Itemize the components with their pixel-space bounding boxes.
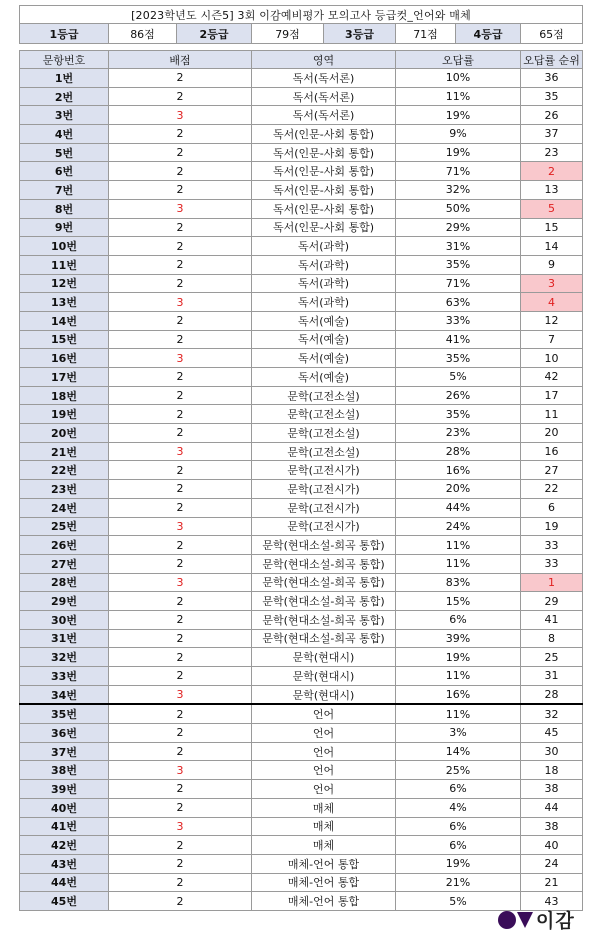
- area: 문학(고전시가): [252, 461, 396, 480]
- area: 언어: [252, 742, 396, 761]
- points: 3: [109, 817, 252, 836]
- points: 3: [109, 199, 252, 218]
- error-rank: 21: [521, 873, 583, 892]
- area: 독서(인문-사회 통합): [252, 162, 396, 181]
- error-rank: 28: [521, 685, 583, 704]
- question-number: 26번: [20, 536, 109, 555]
- error-rate: 28%: [396, 442, 521, 461]
- question-number: 29번: [20, 592, 109, 611]
- error-rank: 27: [521, 461, 583, 480]
- header-question-number: 문항번호: [20, 51, 109, 69]
- logo-icon: [498, 910, 532, 930]
- points: 2: [109, 237, 252, 256]
- table-row: [20, 742, 583, 761]
- area: 독서(과학): [252, 237, 396, 256]
- area: 문학(현대시): [252, 685, 396, 704]
- error-rate: 50%: [396, 199, 521, 218]
- area: 문학(고전소설): [252, 424, 396, 443]
- area: 독서(과학): [252, 293, 396, 312]
- question-number: 3번: [20, 106, 109, 125]
- error-rate: 39%: [396, 629, 521, 648]
- error-rank: 44: [521, 798, 583, 817]
- area: 문학(현대소설-희곡 통합): [252, 592, 396, 611]
- points: 3: [109, 106, 252, 125]
- question-number: 5번: [20, 143, 109, 162]
- table-row: [20, 218, 583, 237]
- area: 문학(현대시): [252, 667, 396, 686]
- error-rate: 5%: [396, 368, 521, 387]
- points: 2: [109, 480, 252, 499]
- question-number: 30번: [20, 610, 109, 629]
- area: 독서(예술): [252, 330, 396, 349]
- question-number: 11번: [20, 255, 109, 274]
- area: 독서(인문-사회 통합): [252, 181, 396, 200]
- error-rank: 38: [521, 780, 583, 799]
- grade-score: 65점: [521, 24, 583, 44]
- points: 2: [109, 724, 252, 743]
- error-rate: 4%: [396, 798, 521, 817]
- error-rate: 32%: [396, 181, 521, 200]
- question-number: 17번: [20, 368, 109, 387]
- area: 독서(인문-사회 통합): [252, 218, 396, 237]
- table-title: [2023학년도 시즌5] 3회 이감예비평가 모의고사 등급컷_언어와 매체: [20, 6, 583, 24]
- table-row: [20, 424, 583, 443]
- error-rank: 36: [521, 69, 583, 88]
- table-row: [20, 554, 583, 573]
- question-number: 15번: [20, 330, 109, 349]
- error-rank: 37: [521, 125, 583, 144]
- error-rate: 71%: [396, 274, 521, 293]
- error-rank: 15: [521, 218, 583, 237]
- question-number: 8번: [20, 199, 109, 218]
- error-rate: 24%: [396, 517, 521, 536]
- error-rank: 25: [521, 648, 583, 667]
- table-row: [20, 854, 583, 873]
- table-row: [20, 780, 583, 799]
- points: 2: [109, 780, 252, 799]
- points: 2: [109, 610, 252, 629]
- points: 2: [109, 424, 252, 443]
- spacer: [20, 44, 583, 51]
- error-rank: 18: [521, 761, 583, 780]
- table-row: [20, 125, 583, 144]
- points: 2: [109, 368, 252, 387]
- error-rank: 14: [521, 237, 583, 256]
- grade-label: 3등급: [324, 24, 396, 44]
- points: 2: [109, 311, 252, 330]
- question-number: 34번: [20, 685, 109, 704]
- table-row: [20, 349, 583, 368]
- error-rate: 15%: [396, 592, 521, 611]
- points: 2: [109, 629, 252, 648]
- error-rate: 25%: [396, 761, 521, 780]
- area: 독서(인문-사회 통합): [252, 143, 396, 162]
- area: 문학(현대소설-희곡 통합): [252, 610, 396, 629]
- error-rate: 16%: [396, 685, 521, 704]
- area: 독서(예술): [252, 311, 396, 330]
- area: 독서(독서론): [252, 106, 396, 125]
- error-rate: 35%: [396, 405, 521, 424]
- area: 언어: [252, 704, 396, 723]
- error-rate: 3%: [396, 724, 521, 743]
- points: 2: [109, 854, 252, 873]
- points: 2: [109, 873, 252, 892]
- points: 2: [109, 554, 252, 573]
- error-rate: 6%: [396, 610, 521, 629]
- error-rank: 1: [521, 573, 583, 592]
- question-number: 35번: [20, 704, 109, 723]
- question-number: 38번: [20, 761, 109, 780]
- error-rank: 33: [521, 554, 583, 573]
- question-number: 12번: [20, 274, 109, 293]
- table-row: [20, 106, 583, 125]
- question-number: 42번: [20, 836, 109, 855]
- question-number: 43번: [20, 854, 109, 873]
- header-points: 배점: [109, 51, 252, 69]
- points: 2: [109, 892, 252, 911]
- area: 매체-언어 통합: [252, 892, 396, 911]
- table-row: [20, 667, 583, 686]
- header-error-rate: 오답률: [396, 51, 521, 69]
- question-number: 41번: [20, 817, 109, 836]
- points: 2: [109, 461, 252, 480]
- area: 문학(고전소설): [252, 442, 396, 461]
- question-number: 22번: [20, 461, 109, 480]
- question-number: 14번: [20, 311, 109, 330]
- question-number: 1번: [20, 69, 109, 88]
- error-rank: 41: [521, 610, 583, 629]
- area: 매체: [252, 798, 396, 817]
- points: 3: [109, 442, 252, 461]
- table-row: [20, 817, 583, 836]
- error-rate: 19%: [396, 143, 521, 162]
- error-rank: 12: [521, 311, 583, 330]
- question-number: 16번: [20, 349, 109, 368]
- area: 매체-언어 통합: [252, 873, 396, 892]
- header-error-rank: 오답률 순위: [521, 51, 583, 69]
- error-rate: 19%: [396, 854, 521, 873]
- points: 2: [109, 218, 252, 237]
- error-rate: 35%: [396, 349, 521, 368]
- error-rate: 83%: [396, 573, 521, 592]
- points: 2: [109, 330, 252, 349]
- points: 3: [109, 349, 252, 368]
- error-rate: 20%: [396, 480, 521, 499]
- question-number: 33번: [20, 667, 109, 686]
- error-rate: 19%: [396, 648, 521, 667]
- logo-text: 이감: [536, 910, 575, 932]
- points: 2: [109, 704, 252, 723]
- error-rank: 26: [521, 106, 583, 125]
- question-number: 40번: [20, 798, 109, 817]
- points: 2: [109, 87, 252, 106]
- points: 2: [109, 405, 252, 424]
- table-row: [20, 87, 583, 106]
- error-rank: 4: [521, 293, 583, 312]
- error-rate: 16%: [396, 461, 521, 480]
- question-number: 23번: [20, 480, 109, 499]
- area: 독서(예술): [252, 368, 396, 387]
- area: 문학(고전소설): [252, 386, 396, 405]
- question-number: 44번: [20, 873, 109, 892]
- error-rank: 30: [521, 742, 583, 761]
- area: 문학(고전소설): [252, 405, 396, 424]
- error-rank: 19: [521, 517, 583, 536]
- area: 언어: [252, 780, 396, 799]
- error-rank: 13: [521, 181, 583, 200]
- grade-label: 2등급: [177, 24, 252, 44]
- error-rank: 32: [521, 704, 583, 723]
- points: 2: [109, 69, 252, 88]
- question-number: 9번: [20, 218, 109, 237]
- area: 언어: [252, 724, 396, 743]
- table-row: [20, 143, 583, 162]
- question-number: 32번: [20, 648, 109, 667]
- table-row: [20, 610, 583, 629]
- error-rank: 6: [521, 498, 583, 517]
- points: 2: [109, 648, 252, 667]
- error-rank: 9: [521, 255, 583, 274]
- error-rate: 33%: [396, 311, 521, 330]
- error-rate: 11%: [396, 87, 521, 106]
- igam-logo: [498, 906, 575, 933]
- error-rate: 14%: [396, 742, 521, 761]
- question-number: 10번: [20, 237, 109, 256]
- points: 2: [109, 498, 252, 517]
- error-rank: 40: [521, 836, 583, 855]
- error-rank: 5: [521, 199, 583, 218]
- table-row: [20, 498, 583, 517]
- question-number: 2번: [20, 87, 109, 106]
- points: 3: [109, 293, 252, 312]
- question-number: 27번: [20, 554, 109, 573]
- points: 2: [109, 255, 252, 274]
- table-row: [20, 442, 583, 461]
- area: 문학(현대소설-희곡 통합): [252, 573, 396, 592]
- question-number: 18번: [20, 386, 109, 405]
- error-rate: 6%: [396, 836, 521, 855]
- area: 매체: [252, 817, 396, 836]
- table-row: [20, 162, 583, 181]
- points: 2: [109, 592, 252, 611]
- question-number: 39번: [20, 780, 109, 799]
- table-row: [20, 836, 583, 855]
- area: 언어: [252, 761, 396, 780]
- area: 독서(독서론): [252, 69, 396, 88]
- error-rate: 63%: [396, 293, 521, 312]
- table-row: [20, 517, 583, 536]
- question-number: 7번: [20, 181, 109, 200]
- column-header-row: [20, 51, 583, 69]
- table-row: [20, 461, 583, 480]
- error-rank: 16: [521, 442, 583, 461]
- area: 독서(인문-사회 통합): [252, 125, 396, 144]
- points: 2: [109, 836, 252, 855]
- table-row: [20, 386, 583, 405]
- table-row: [20, 274, 583, 293]
- points: 2: [109, 274, 252, 293]
- error-rate: 31%: [396, 237, 521, 256]
- error-rate: 71%: [396, 162, 521, 181]
- question-number: 20번: [20, 424, 109, 443]
- table-row: [20, 311, 583, 330]
- table-row: [20, 629, 583, 648]
- error-rate: 11%: [396, 667, 521, 686]
- area: 문학(현대시): [252, 648, 396, 667]
- table-row: [20, 368, 583, 387]
- error-rate: 44%: [396, 498, 521, 517]
- area: 매체: [252, 836, 396, 855]
- error-rank: 45: [521, 724, 583, 743]
- question-number: 4번: [20, 125, 109, 144]
- area: 문학(현대소설-희곡 통합): [252, 536, 396, 555]
- table-row: [20, 798, 583, 817]
- table-row: [20, 405, 583, 424]
- table-row: [20, 573, 583, 592]
- grade-score: 86점: [109, 24, 177, 44]
- area: 문학(현대소설-희곡 통합): [252, 554, 396, 573]
- error-rank: 23: [521, 143, 583, 162]
- points: 2: [109, 162, 252, 181]
- question-number: 37번: [20, 742, 109, 761]
- error-rank: 22: [521, 480, 583, 499]
- error-rate: 11%: [396, 554, 521, 573]
- error-rank: 42: [521, 368, 583, 387]
- error-rank: 10: [521, 349, 583, 368]
- area: 독서(독서론): [252, 87, 396, 106]
- error-rank: 17: [521, 386, 583, 405]
- error-rank: 33: [521, 536, 583, 555]
- grade-label: 4등급: [456, 24, 521, 44]
- points: 2: [109, 125, 252, 144]
- table-row: [20, 69, 583, 88]
- area: 매체-언어 통합: [252, 854, 396, 873]
- question-number: 36번: [20, 724, 109, 743]
- area: 문학(고전시가): [252, 498, 396, 517]
- error-rate: 11%: [396, 536, 521, 555]
- area: 문학(고전시가): [252, 517, 396, 536]
- points: 2: [109, 667, 252, 686]
- header-area: 영역: [252, 51, 396, 69]
- grade-cut-table: [19, 5, 583, 911]
- table-row: [20, 724, 583, 743]
- points: 2: [109, 742, 252, 761]
- table-row: [20, 293, 583, 312]
- table-row: [20, 181, 583, 200]
- table-row: [20, 685, 583, 704]
- question-number: 6번: [20, 162, 109, 181]
- table-row: [20, 330, 583, 349]
- points: 2: [109, 181, 252, 200]
- error-rank: 7: [521, 330, 583, 349]
- error-rank: 8: [521, 629, 583, 648]
- error-rate: 41%: [396, 330, 521, 349]
- points: 3: [109, 685, 252, 704]
- points: 2: [109, 386, 252, 405]
- error-rank: 11: [521, 405, 583, 424]
- table-row: [20, 255, 583, 274]
- error-rate: 19%: [396, 106, 521, 125]
- error-rate: 21%: [396, 873, 521, 892]
- area: 문학(현대소설-희곡 통합): [252, 629, 396, 648]
- grade-cut-row: [20, 24, 583, 44]
- points: 3: [109, 517, 252, 536]
- question-number: 45번: [20, 892, 109, 911]
- question-number: 31번: [20, 629, 109, 648]
- points: 2: [109, 536, 252, 555]
- table-row: [20, 536, 583, 555]
- error-rate: 10%: [396, 69, 521, 88]
- table-row: [20, 761, 583, 780]
- error-rank: 31: [521, 667, 583, 686]
- error-rank: 29: [521, 592, 583, 611]
- question-number: 13번: [20, 293, 109, 312]
- error-rank: 20: [521, 424, 583, 443]
- table-row: [20, 480, 583, 499]
- grade-score: 71점: [396, 24, 456, 44]
- error-rank: 3: [521, 274, 583, 293]
- area: 독서(예술): [252, 349, 396, 368]
- points: 3: [109, 761, 252, 780]
- error-rate: 9%: [396, 125, 521, 144]
- error-rank: 24: [521, 854, 583, 873]
- error-rank: 2: [521, 162, 583, 181]
- table-row: [20, 873, 583, 892]
- points: 3: [109, 573, 252, 592]
- error-rate: 11%: [396, 704, 521, 723]
- error-rate: 35%: [396, 255, 521, 274]
- error-rate: 6%: [396, 817, 521, 836]
- area: 독서(과학): [252, 255, 396, 274]
- question-number: 25번: [20, 517, 109, 536]
- points: 2: [109, 143, 252, 162]
- error-rank: 43: [521, 892, 583, 911]
- grade-label: 1등급: [20, 24, 109, 44]
- error-rate: 6%: [396, 780, 521, 799]
- grade-score: 79점: [252, 24, 324, 44]
- table-row: [20, 592, 583, 611]
- question-number: 21번: [20, 442, 109, 461]
- question-number: 24번: [20, 498, 109, 517]
- points: 2: [109, 798, 252, 817]
- question-number: 28번: [20, 573, 109, 592]
- table-row: [20, 237, 583, 256]
- error-rate: 29%: [396, 218, 521, 237]
- error-rate: 26%: [396, 386, 521, 405]
- error-rank: 38: [521, 817, 583, 836]
- table-row: [20, 648, 583, 667]
- area: 독서(과학): [252, 274, 396, 293]
- error-rate: 5%: [396, 892, 521, 911]
- error-rate: 23%: [396, 424, 521, 443]
- area: 독서(인문-사회 통합): [252, 199, 396, 218]
- error-rank: 35: [521, 87, 583, 106]
- area: 문학(고전시가): [252, 480, 396, 499]
- question-number: 19번: [20, 405, 109, 424]
- table-row: [20, 704, 583, 723]
- table-row: [20, 199, 583, 218]
